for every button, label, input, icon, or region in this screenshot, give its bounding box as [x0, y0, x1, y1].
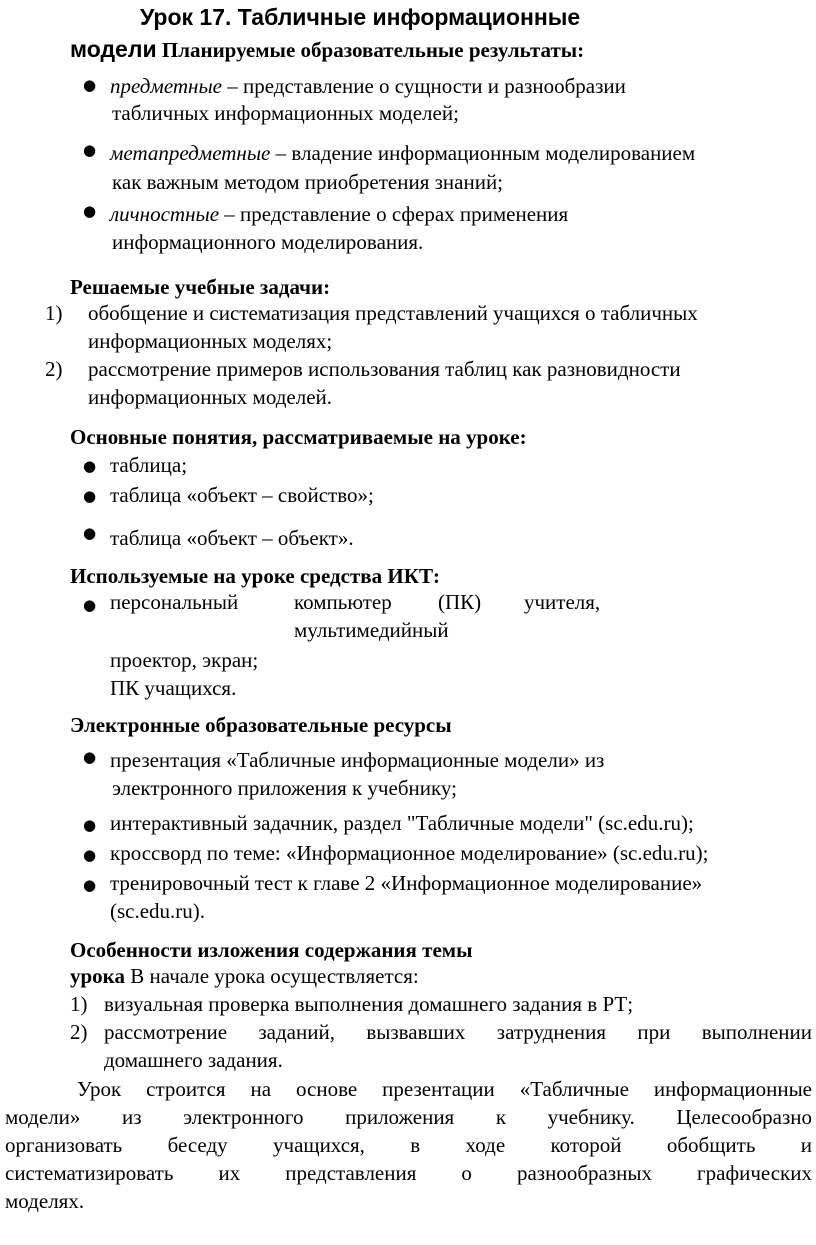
resource-item-test: тренировочный тест к главе 2 «Информационное моделирование»: [110, 871, 703, 895]
features-intro: [70, 964, 419, 989]
list-number: 1): [45, 301, 63, 325]
page-title-line2: [70, 36, 584, 63]
page-title-end: модели: [70, 36, 157, 62]
ict-word: персональный: [110, 590, 239, 614]
result-item-personal-cont: информационного моделирования.: [112, 230, 424, 254]
list-number: 2): [70, 1020, 88, 1044]
ict-line: проектор, экран;: [110, 648, 259, 672]
result-item-meta-cont: как важным методом приобретения знаний;: [112, 170, 504, 194]
features-intro-text: В начале урока осуществляется:: [124, 964, 419, 988]
feature-item-2-cont: домашнего задания.: [104, 1048, 283, 1072]
page-title: Урок 17. Табличные информационные: [140, 4, 581, 30]
feature-item-1: визуальная проверка выполнения домашнего задания в РТ;: [104, 992, 634, 1016]
result-text: – представление о сущности и разнообразии: [222, 74, 626, 98]
tasks-heading: Решаемые учебные задачи:: [70, 275, 331, 299]
ict-word: учителя,: [524, 590, 601, 614]
bullet-icon: ●: [83, 816, 97, 834]
bullet-icon: ●: [83, 457, 97, 475]
result-item-subject: [110, 74, 626, 99]
ict-word: (ПК): [438, 590, 482, 614]
bullet-icon: ●: [83, 748, 97, 766]
ict-word: компьютер: [294, 590, 392, 614]
features-heading-end: урока: [70, 964, 125, 988]
paragraph-line: модели» из электронного приложения к учебнику. Целесообразно: [5, 1105, 812, 1129]
bullet-icon: ●: [83, 596, 97, 614]
resource-item-presentation-cont: электронного приложения к учебнику;: [112, 776, 457, 800]
resources-heading: Электронные образовательные ресурсы: [70, 713, 452, 737]
result-term: предметные: [110, 74, 222, 98]
result-text: – представление о сферах применения: [219, 202, 569, 226]
concepts-heading: Основные понятия, рассматриваемые на уроке:: [70, 425, 527, 449]
task-item-1: обобщение и систематизация представлений учащихся о табличных: [88, 301, 698, 325]
feature-item-2: рассмотрение заданий, вызвавших затруднения при выполнении: [104, 1020, 812, 1044]
features-heading: Особенности изложения содержания темы: [70, 938, 473, 962]
result-text: – владение информационным моделированием: [270, 141, 696, 165]
bullet-icon: ●: [83, 76, 97, 94]
result-item-personal: [110, 202, 568, 227]
resource-item-test-cont: (sc.edu.ru).: [110, 899, 206, 923]
task-item-2-cont: информационных моделей.: [88, 385, 333, 409]
ict-line: ПК учащихся.: [110, 676, 237, 700]
bullet-icon: ●: [83, 141, 97, 159]
ict-line: мультимедийный: [294, 618, 449, 642]
bullet-icon: ●: [83, 524, 97, 542]
ict-heading: Используемые на уроке средства ИКТ:: [70, 564, 440, 588]
task-item-2: рассмотрение примеров использования таблиц как разновидности: [88, 357, 681, 381]
resource-item-presentation: презентация «Табличные информационные модели» из: [110, 748, 605, 772]
result-item-subject-cont: табличных информационных моделей;: [112, 101, 459, 125]
result-term: метапредметные: [110, 141, 271, 165]
resource-item-crossword: кроссворд по теме: «Информационное моделирование» (sc.edu.ru);: [110, 841, 709, 865]
bullet-icon: ●: [83, 202, 97, 220]
results-heading: Планируемые образовательные результаты:: [161, 38, 585, 62]
paragraph-line: систематизировать их представления о разнообразных графических: [5, 1161, 812, 1185]
bullet-icon: ●: [83, 876, 97, 894]
concept-item: таблица;: [110, 453, 188, 477]
result-term: личностные: [110, 202, 220, 226]
bullet-icon: ●: [83, 487, 97, 505]
resource-item-taskbook: интерактивный задачник, раздел "Табличные модели" (sc.edu.ru);: [110, 811, 694, 835]
concept-item: таблица «объект – объект».: [110, 526, 354, 550]
result-item-meta: [110, 141, 695, 166]
paragraph-line: организовать беседу учащихся, в ходе которой обобщить и: [5, 1133, 812, 1157]
list-number: 2): [45, 357, 63, 381]
bullet-icon: ●: [83, 846, 97, 864]
concept-item: таблица «объект – свойство»;: [110, 483, 374, 507]
paragraph-line: Урок строится на основе презентации «Табличные информационные: [77, 1077, 812, 1101]
paragraph-line: моделях.: [5, 1189, 85, 1213]
list-number: 1): [70, 992, 88, 1016]
task-item-1-cont: информационных моделях;: [88, 329, 333, 353]
